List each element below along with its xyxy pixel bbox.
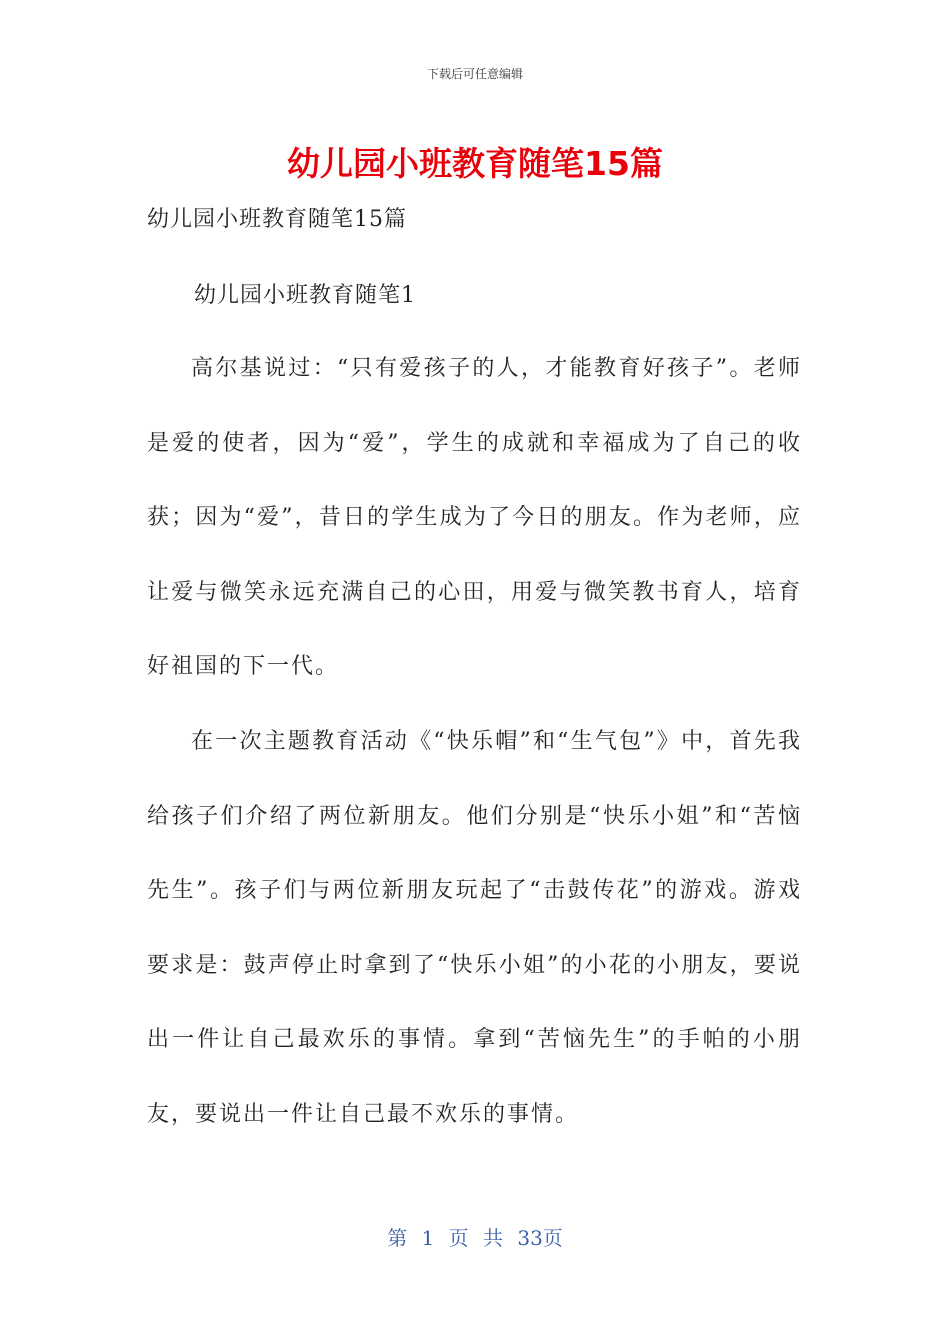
paragraph-2: 在一次主题教育活动《“快乐帽”和“生气包”》中，首先我给孩子们介绍了两位新朋友。他们分别是“快乐小姐”和“苦恼先生”。孩子们与两位新朋友玩起了“击鼓传花”的游戏。游戏要求是：鼓声停止时拿到了“快乐小姐”的小花的小朋友，要说出一件让自己最欢乐的事情。拿到“苦恼先生”的手帕的小朋友，要说出一件让自己最不欢乐的事情。 <box>147 729 802 1127</box>
page-header-note: 下载后可任意编辑 <box>426 67 523 81</box>
paragraph-1: 高尔基说过：“只有爱孩子的人，才能教育好孩子”。老师是爱的使者，因为“爱”，学生的成就和幸福成为了自己的收获；因为“爱”，昔日的学生成为了今日的朋友。作为老师，应让爱与微笑永远充满自己的心田，用爱与微笑教书育人，培育好祖国的下一代。 <box>147 356 802 679</box>
document-subtitle: 幼儿园小班教育随笔15篇 <box>147 207 407 232</box>
section-heading: 幼儿园小班教育随笔1 <box>194 283 416 308</box>
document-title: 幼儿园小班教育随笔15篇 <box>287 144 663 183</box>
page-number-footer: 第 1 页 共 33页 <box>387 1226 563 1250</box>
